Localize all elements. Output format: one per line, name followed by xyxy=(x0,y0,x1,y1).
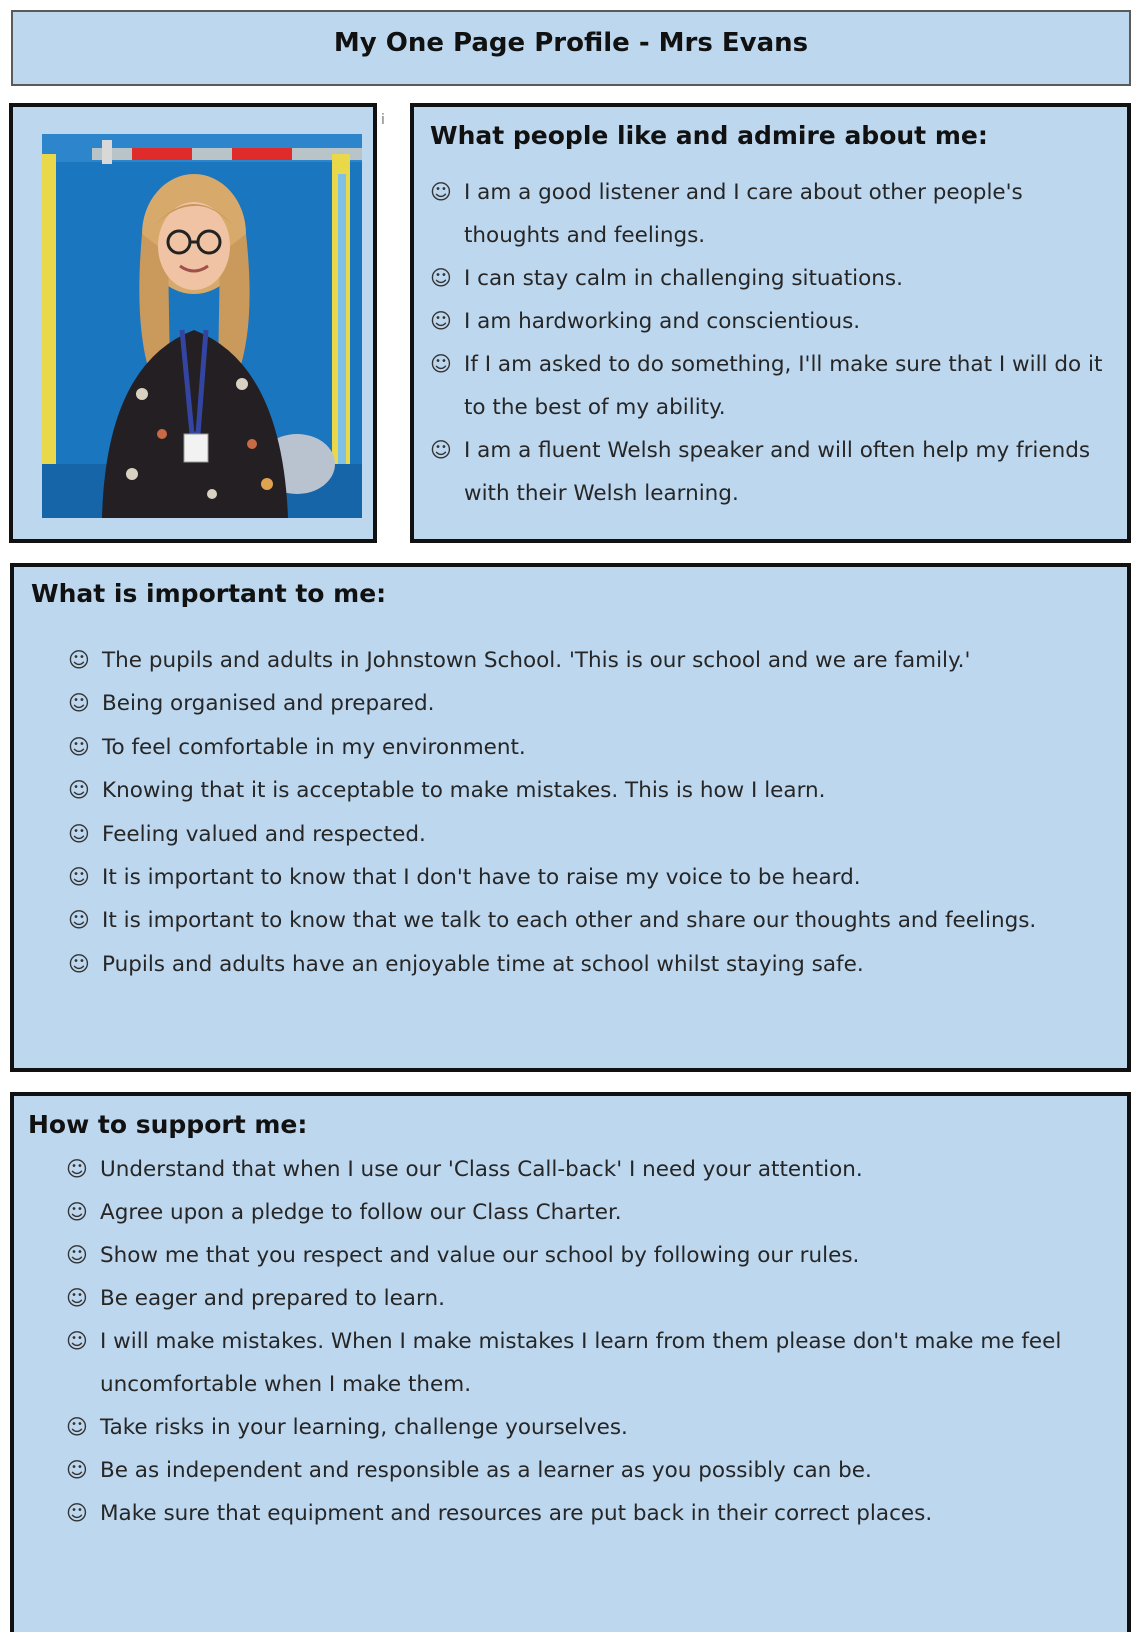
smiley-face-icon: ☺ xyxy=(66,1243,88,1267)
list-item xyxy=(430,300,1110,343)
list-item-text: It is important to know that we talk to each other and share our thoughts and feelings. xyxy=(102,908,1037,934)
smiley-face-icon: ☺ xyxy=(430,266,452,290)
list-item xyxy=(66,1320,1106,1406)
list-item xyxy=(66,1406,1106,1449)
list-item-text: Make sure that equipment and resources are put back in their correct places. xyxy=(100,1501,933,1526)
list-item xyxy=(68,726,1108,769)
list-item-text: I will make mistakes. When I make mistakes I learn from them please don't make me feel uncomfortable when I make them. xyxy=(100,1329,1062,1397)
smiley-face-icon: ☺ xyxy=(66,1329,88,1353)
list-item xyxy=(68,943,1108,986)
list-item xyxy=(430,257,1110,300)
list-item xyxy=(66,1449,1106,1492)
smiley-face-icon: ☺ xyxy=(68,648,90,672)
smiley-face-icon: ☺ xyxy=(66,1157,88,1181)
important-section xyxy=(10,563,1131,1072)
list-item-text: Agree upon a pledge to follow our Class Charter. xyxy=(100,1200,622,1225)
list-item xyxy=(430,343,1110,429)
smiley-face-icon: ☺ xyxy=(68,691,90,716)
title-box xyxy=(11,10,1131,86)
smiley-face-icon: ☺ xyxy=(430,438,452,462)
list-item-text: I am hardworking and conscientious. xyxy=(464,309,861,334)
smiley-face-icon: ☺ xyxy=(66,1501,88,1525)
list-item-text: Be eager and prepared to learn. xyxy=(100,1286,445,1311)
list-item-text: Knowing that it is acceptable to make mistakes. This is how I learn. xyxy=(102,778,826,804)
list-item xyxy=(68,899,1108,942)
list-item xyxy=(430,429,1110,515)
smiley-face-icon: ☺ xyxy=(430,309,452,333)
list-item xyxy=(68,813,1108,856)
smiley-face-icon: ☺ xyxy=(66,1458,88,1482)
important-list xyxy=(68,639,1108,986)
list-item xyxy=(66,1234,1106,1277)
list-item xyxy=(68,639,1108,682)
list-item-text: It is important to know that I don't have to raise my voice to be heard. xyxy=(102,865,861,891)
list-item xyxy=(430,171,1110,257)
list-item-text: Being organised and prepared. xyxy=(102,691,435,717)
smiley-face-icon: ☺ xyxy=(68,778,90,803)
smiley-face-icon: ☺ xyxy=(66,1200,88,1224)
stray-mark: i xyxy=(381,112,385,128)
list-item xyxy=(68,769,1108,812)
admire-heading: What people like and admire about me: xyxy=(430,121,988,150)
list-item xyxy=(68,682,1108,725)
list-item xyxy=(68,856,1108,899)
support-section xyxy=(10,1092,1131,1632)
list-item xyxy=(66,1148,1106,1191)
photo-box xyxy=(9,103,377,543)
smiley-face-icon: ☺ xyxy=(430,180,452,204)
list-item-text: Understand that when I use our 'Class Call-back' I need your attention. xyxy=(100,1157,863,1182)
list-item-text: I am a good listener and I care about other people's thoughts and feelings. xyxy=(464,180,1023,248)
smiley-face-icon: ☺ xyxy=(68,734,90,759)
support-list xyxy=(66,1148,1106,1535)
profile-photo xyxy=(42,134,362,518)
support-heading: How to support me: xyxy=(28,1110,308,1139)
list-item xyxy=(66,1191,1106,1234)
smiley-face-icon: ☺ xyxy=(66,1415,88,1439)
page-title: My One Page Profile - Mrs Evans xyxy=(333,28,809,58)
list-item-text: Take risks in your learning, challenge yourselves. xyxy=(100,1415,628,1440)
list-item-text: To feel comfortable in my environment. xyxy=(102,734,526,760)
list-item-text: I am a fluent Welsh speaker and will often help my friends with their Welsh learning. xyxy=(464,438,1091,506)
important-heading: What is important to me: xyxy=(31,579,387,608)
smiley-face-icon: ☺ xyxy=(68,908,90,933)
smiley-face-icon: ☺ xyxy=(430,352,452,376)
admire-list xyxy=(430,171,1110,515)
smiley-face-icon: ☺ xyxy=(66,1286,88,1310)
admire-section xyxy=(410,103,1131,543)
smiley-face-icon: ☺ xyxy=(68,865,90,890)
list-item-text: I can stay calm in challenging situations. xyxy=(464,266,903,291)
list-item xyxy=(66,1277,1106,1320)
list-item-text: Show me that you respect and value our school by following our rules. xyxy=(100,1243,860,1268)
list-item xyxy=(66,1492,1106,1535)
list-item-text: If I am asked to do something, I'll make sure that I will do it to the best of my ability. xyxy=(464,352,1103,420)
smiley-face-icon: ☺ xyxy=(68,821,90,846)
list-item-text: Feeling valued and respected. xyxy=(102,821,426,847)
smiley-face-icon: ☺ xyxy=(68,951,90,976)
list-item-text: Be as independent and responsible as a learner as you possibly can be. xyxy=(100,1458,872,1483)
list-item-text: Pupils and adults have an enjoyable time at school whilst staying safe. xyxy=(102,951,864,977)
list-item-text: The pupils and adults in Johnstown School. 'This is our school and we are family.' xyxy=(102,648,971,673)
